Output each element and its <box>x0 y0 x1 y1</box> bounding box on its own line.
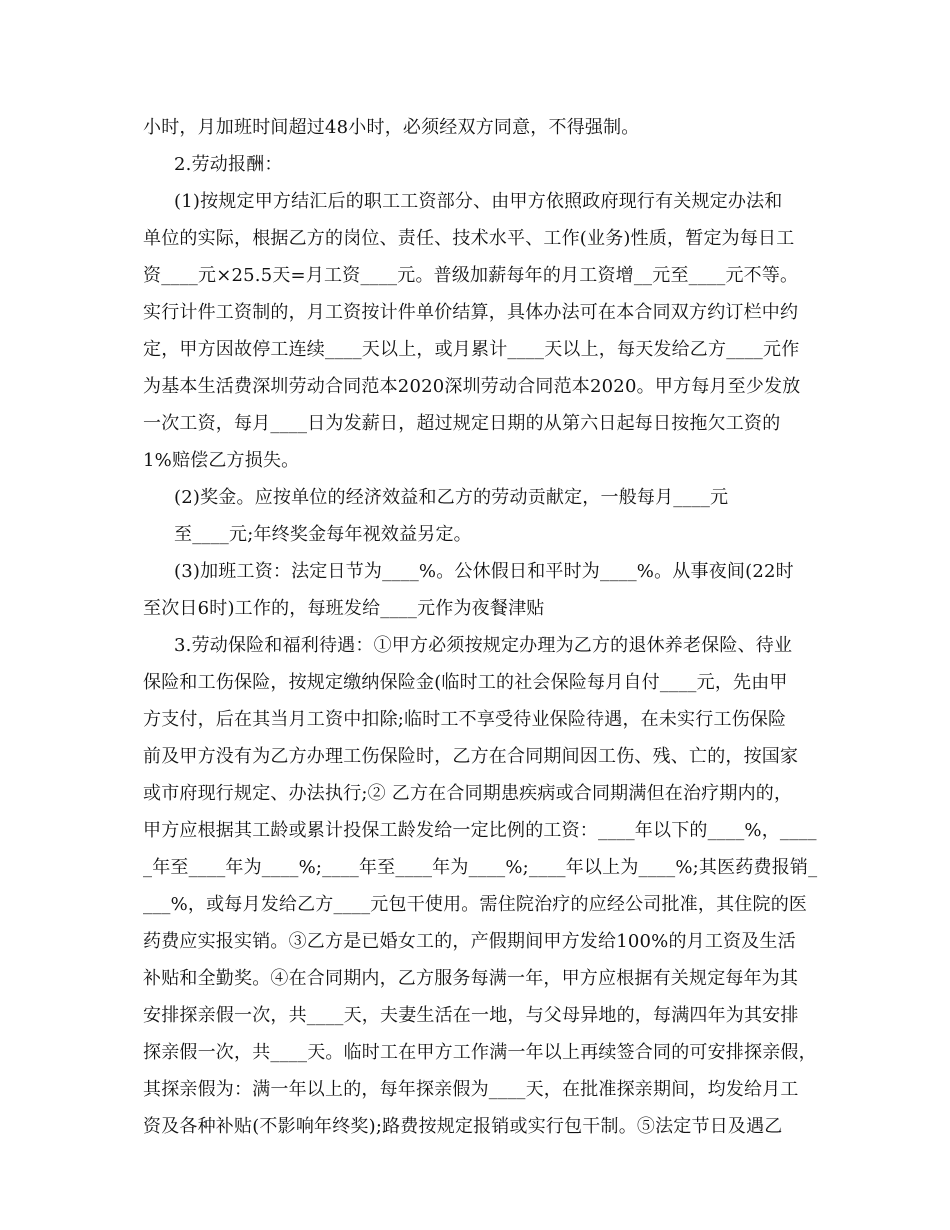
text-line-27: 其探亲假为：满一年以上的，每年探亲假为____天，在批准探亲期间，均发给月工 <box>143 1079 799 1100</box>
text-line-12: 至____元;年终奖金每年视效益另定。 <box>174 524 472 545</box>
text-line-4: 单位的实际，根据乙方的岗位、责任、技术水平、工作(业务)性质，暂定为每日工 <box>143 228 795 249</box>
text-line-13: (3)加班工资：法定日节为____%。公休假日和平时为____%。从事夜间(22时 <box>174 561 794 582</box>
text-line-19: 或市府现行规定、办法执行;② 乙方在合同期患疾病或合同期满但在治疗期内的， <box>143 783 793 804</box>
text-line-23: 药费应实报实销。③乙方是已婚女工的，产假期间甲方发给100%的月工资及生活 <box>143 931 796 952</box>
text-line-21: _年至____年为____%;____年至____年为____%;____年以上为____%;其医药费报销_ <box>143 857 818 878</box>
text-line-18: 前及甲方没有为乙方办理工伤保险时，乙方在合同期间因工伤、残、亡的，按国家 <box>143 746 799 767</box>
text-line-8: 为基本生活费深圳劳动合同范本2020深圳劳动合同范本2020。甲方每月至少发放 <box>143 376 801 397</box>
text-line-24: 补贴和全勤奖。④在合同期内，乙方服务每满一年，甲方应根据有关规定每年为其 <box>143 968 799 989</box>
text-line-28: 资及各种补贴(不影响年终奖);路费按规定报销或实行包干制。⑤法定节日及遇乙 <box>143 1116 783 1137</box>
text-line-15: 3.劳动保险和福利待遇：①甲方必须按规定办理为乙方的退休养老保险、待业 <box>174 635 793 656</box>
text-line-7: 定，甲方因故停工连续____天以上，或月累计____天以上，每天发给乙方____元作 <box>143 339 800 360</box>
text-line-5: 资____元×25.5天=月工资____元。普级加薪每年的月工资增__元至____元不等。 <box>143 265 799 286</box>
text-line-6: 实行计件工资制的，月工资按计件单价结算，具体办法可在本合同双方约订栏中约 <box>143 302 799 323</box>
text-line-10: 1%赔偿乙方损失。 <box>143 450 300 471</box>
text-line-9: 一次工资，每月____日为发薪日，超过规定日期的从第六日起每日按拖欠工资的 <box>143 413 781 434</box>
text-line-14: 至次日6时)工作的，每班发给____元作为夜餐津贴 <box>143 598 545 619</box>
text-line-20: 甲方应根据其工龄或累计投保工龄发给一定比例的工资：____年以下的____%，____ <box>143 820 817 841</box>
text-line-2: 2.劳动报酬： <box>174 154 283 175</box>
text-line-16: 保险和工伤保险，按规定缴纳保险金(临时工的社会保险每月自付____元，先由甲 <box>143 672 788 693</box>
text-line-3: (1)按规定甲方结汇后的职工工资部分、由甲方依照政府现行有关规定办法和 <box>174 191 783 212</box>
text-line-25: 安排探亲假一次，共____天，夫妻生活在一地，与父母异地的，每满四年为其安排 <box>143 1005 799 1026</box>
text-line-22: ___%，或每月发给乙方____元包干使用。需住院治疗的应经公司批准，其住院的医 <box>143 894 808 915</box>
text-line-11: (2)奖金。应按单位的经济效益和乙方的劳动贡献定，一般每月____元 <box>174 487 729 508</box>
text-line-1: 小时，月加班时间超过48小时，必须经双方同意，不得强制。 <box>143 117 640 138</box>
text-line-26: 探亲假一次，共____天。临时工在甲方工作满一年以上再续签合同的可安排探亲假， <box>143 1042 817 1063</box>
text-line-17: 方支付，后在其当月工资中扣除;临时工不享受待业保险待遇，在未实行工伤保险 <box>143 709 787 730</box>
